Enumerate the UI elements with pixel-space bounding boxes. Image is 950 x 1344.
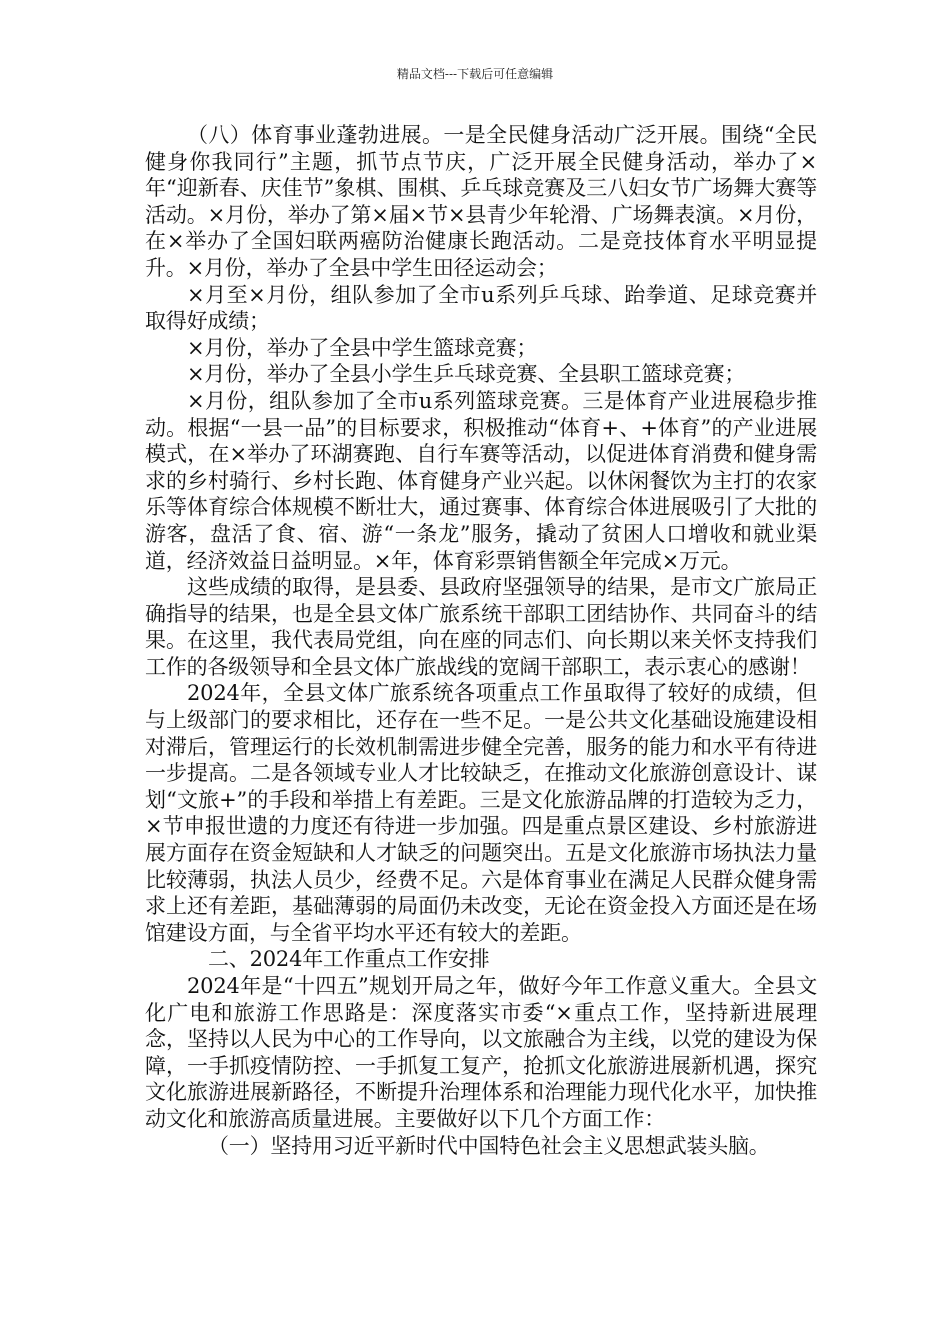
page-header: 精品文档---下载后可任意编辑 bbox=[396, 67, 554, 81]
paragraph-primary-pingpong: ×月份，举办了全县小学生乒乓球竞赛、全县职工篮球竞赛； bbox=[187, 362, 746, 387]
paragraph-acknowledgement: 这些成绩的取得，是县委、县政府坚强领导的结果，是市文广旅局正确指导的结果，也是全县文体广旅系统干部职工团结协作、共同奋斗的结果。在这里，我代表局党组，向在座的同志们、向长期以来关怀支持我们工作的各级领导和全县文体广旅战线的宽阔干部职工，表示衷心的感谢！ bbox=[145, 575, 817, 679]
paragraph-sports-industry: ×月份，组队参加了全市u系列篮球竞赛。三是体育产业进展稳步推动。根据“一县一品”的目标要求，积极推动“体育+、+体育”的产业进展模式，在×举办了环湖赛跑、自行车赛等活动，以促进体育消费和健身需求的乡村骑行、乡村长跑、体育健身产业兴起。以休闲餐饮为主打的农家乐等体育综合体规模不断壮大，通过赛事、体育综合体进展吸引了大批的游客，盘活了食、宿、游“一条龙”服务，撬动了贫困人口增收和就业渠道，经济效益日益明显。×年，体育彩票销售额全年完成×万元。 bbox=[145, 388, 817, 573]
document-body bbox=[145, 122, 817, 1159]
section-heading-2024-plan: 二、2024年工作重点工作安排 bbox=[208, 947, 490, 972]
paragraph-city-competition: ×月至×月份，组队参加了全市u系列乒乓球、跆拳道、足球竞赛并取得好成绩； bbox=[145, 282, 817, 334]
paragraph-middle-school-basketball: ×月份，举办了全县中学生篮球竞赛； bbox=[187, 335, 538, 360]
paragraph-shortcomings: 2024年，全县文体广旅系统各项重点工作虽取得了较好的成绩，但与上级部门的要求相比，还存在一些不足。一是公共文化基础设施建设相对滞后，管理运行的长效机制需进步健全完善，服务的能力和水平有待进一步提高。二是各领域专业人才比较缺乏，在推动文化旅游创意设计、谋划“文旅+”的手段和举措上有差距。三是文化旅游品牌的打造较为乏力，×节申报世遗的力度还有待进一步加强。四是重点景区建设、乡村旅游进展方面存在资金短缺和人才缺乏的问题突出。五是文化旅游市场执法力量比较薄弱，执法人员少，经费不足。六是体育事业在满足人民群众健身需求上还有差距，基础薄弱的局面仍未改变，无论在资金投入方面还是在场馆建设方面，与全省平均水平还有较大的差距。 bbox=[145, 681, 817, 945]
paragraph-sports-development: （八）体育事业蓬勃进展。一是全民健身活动广泛开展。围绕“全民健身你我同行”主题，抓节点节庆，广泛开展全民健身活动，举办了×年“迎新春、庆佳节”象棋、围棋、乒乓球竞赛及三八妇女节广场舞大赛等活动。×月份，举办了第×届×节×县青少年轮滑、广场舞表演。×月份，在×举办了全国妇联两癌防治健康长跑活动。二是竞技体育水平明显提升。×月份，举办了全县中学生田径运动会； bbox=[145, 123, 817, 280]
paragraph-work-ideas: 2024年是“十四五”规划开局之年，做好今年工作意义重大。全县文化广电和旅游工作思路是：深度落实市委“×重点工作，坚持新进展理念，坚持以人民为中心的工作导向，以文旅融合为主线，以党的建设为保障，一手抓疫情防控、一手抓复工复产，抢抓文化旅游进展新机遇，探究文化旅游进展新路径，不断提升治理体系和治理能力现代化水平，加快推动文化和旅游高质量进展。主要做好以下几个方面工作： bbox=[145, 974, 817, 1131]
subsection-heading-1: （一）坚持用习近平新时代中国特色社会主义思想武装头脑。 bbox=[208, 1133, 770, 1158]
